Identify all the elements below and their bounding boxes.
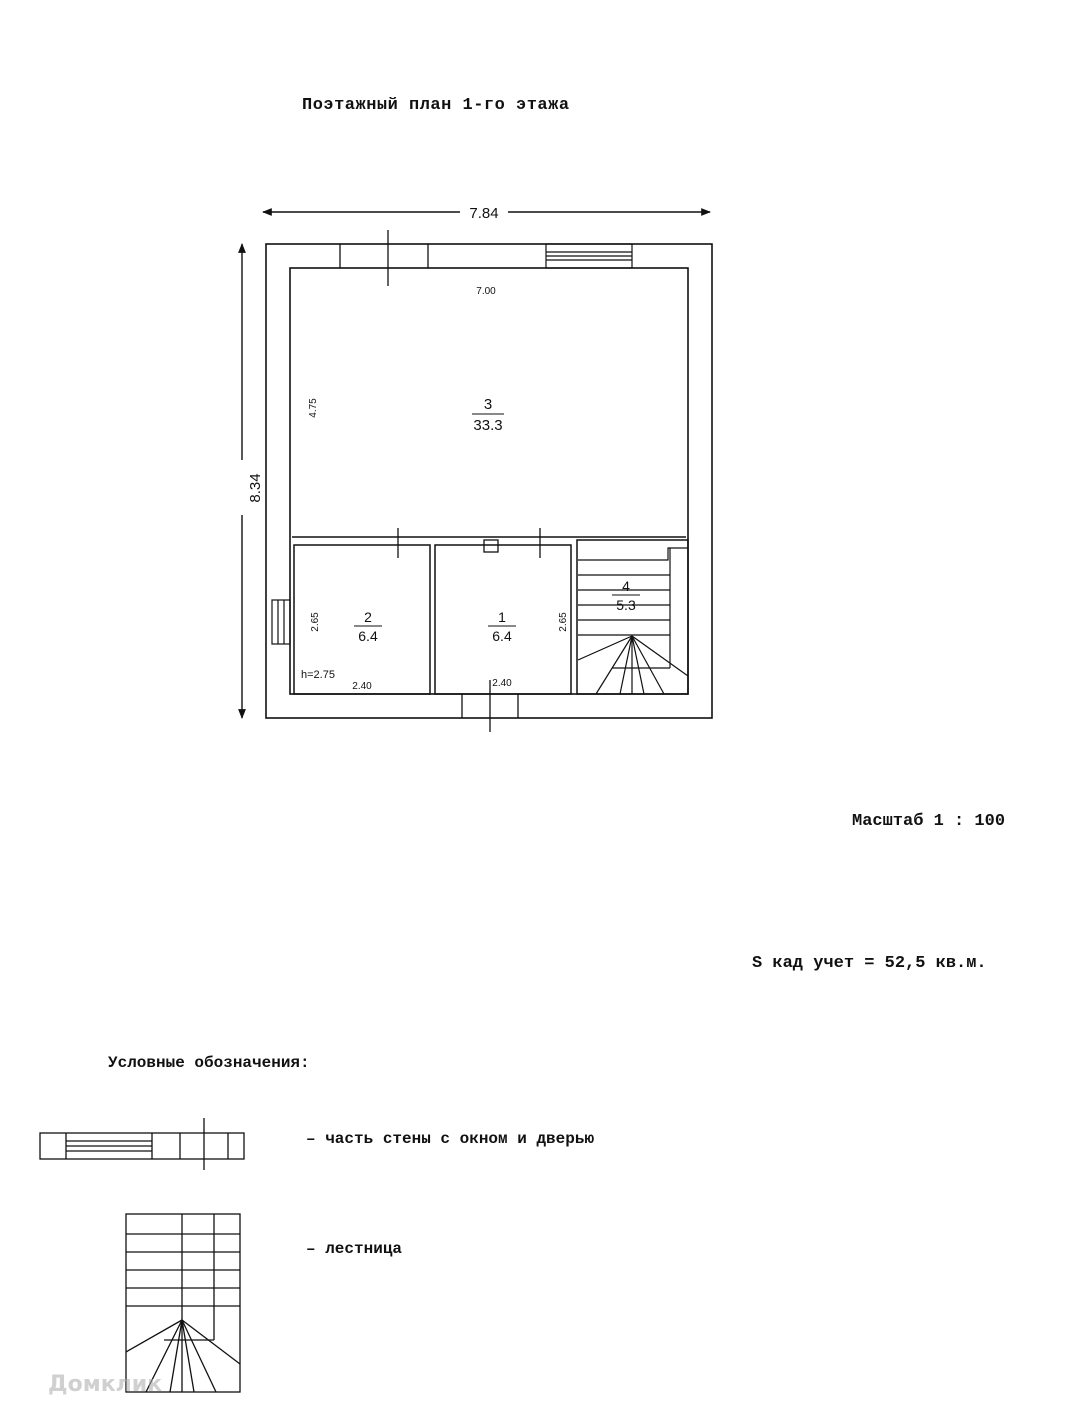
room-4-area: 5.3 (616, 597, 636, 613)
room-2-width-label: 2.40 (352, 681, 372, 692)
room-3-label (472, 396, 504, 434)
room-4-number: 4 (622, 578, 630, 594)
room-3-number: 3 (483, 396, 493, 413)
room-1-height-label: 2.65 (558, 612, 569, 632)
room-2-area: 6.4 (358, 628, 378, 644)
room-3-area: 33.3 (473, 417, 503, 434)
legend-item-stair: – лестница (306, 1240, 403, 1258)
scale-note: Масштаб 1 : 100 (852, 812, 1006, 831)
room-1-label (488, 609, 516, 644)
legend-title: Условные обозначения: (108, 1054, 310, 1072)
room-3-width-label: 7.00 (476, 286, 496, 297)
overall-height-dimension (242, 244, 264, 718)
plan-title: Поэтажный план 1-го этажа (302, 96, 570, 115)
lower-partitions (294, 540, 688, 694)
wall-window-door-icon (40, 1118, 244, 1170)
legend-item-wall-window-door: – часть стены с окном и дверью (306, 1130, 595, 1148)
room-1-width-label: 2.40 (492, 678, 512, 689)
room-2-label (354, 609, 382, 644)
cadastral-area-note: S кад учет = 52,5 кв.м. (752, 954, 987, 973)
left-wall-window (272, 600, 290, 644)
stair-icon (126, 1214, 240, 1392)
outer-walls (266, 244, 712, 718)
room-2-number: 2 (364, 609, 372, 625)
room-1-number: 1 (498, 609, 506, 625)
room-1-area: 6.4 (492, 628, 512, 644)
overall-width-dimension (263, 205, 710, 222)
room-2-ceiling-label: h=2.75 (301, 669, 335, 681)
top-window-left (340, 230, 428, 286)
overall-height-label: 8.34 (247, 473, 264, 503)
room-2-height-label: 2.65 (310, 612, 321, 632)
overall-width-label: 7.84 (469, 205, 499, 222)
room-3-height-label: 4.75 (308, 398, 319, 418)
room-4-label (612, 578, 640, 613)
interior-doors (398, 528, 540, 558)
top-window-right (546, 244, 632, 268)
watermark: Домклик (48, 1372, 163, 1397)
stair-room-4 (578, 548, 688, 694)
